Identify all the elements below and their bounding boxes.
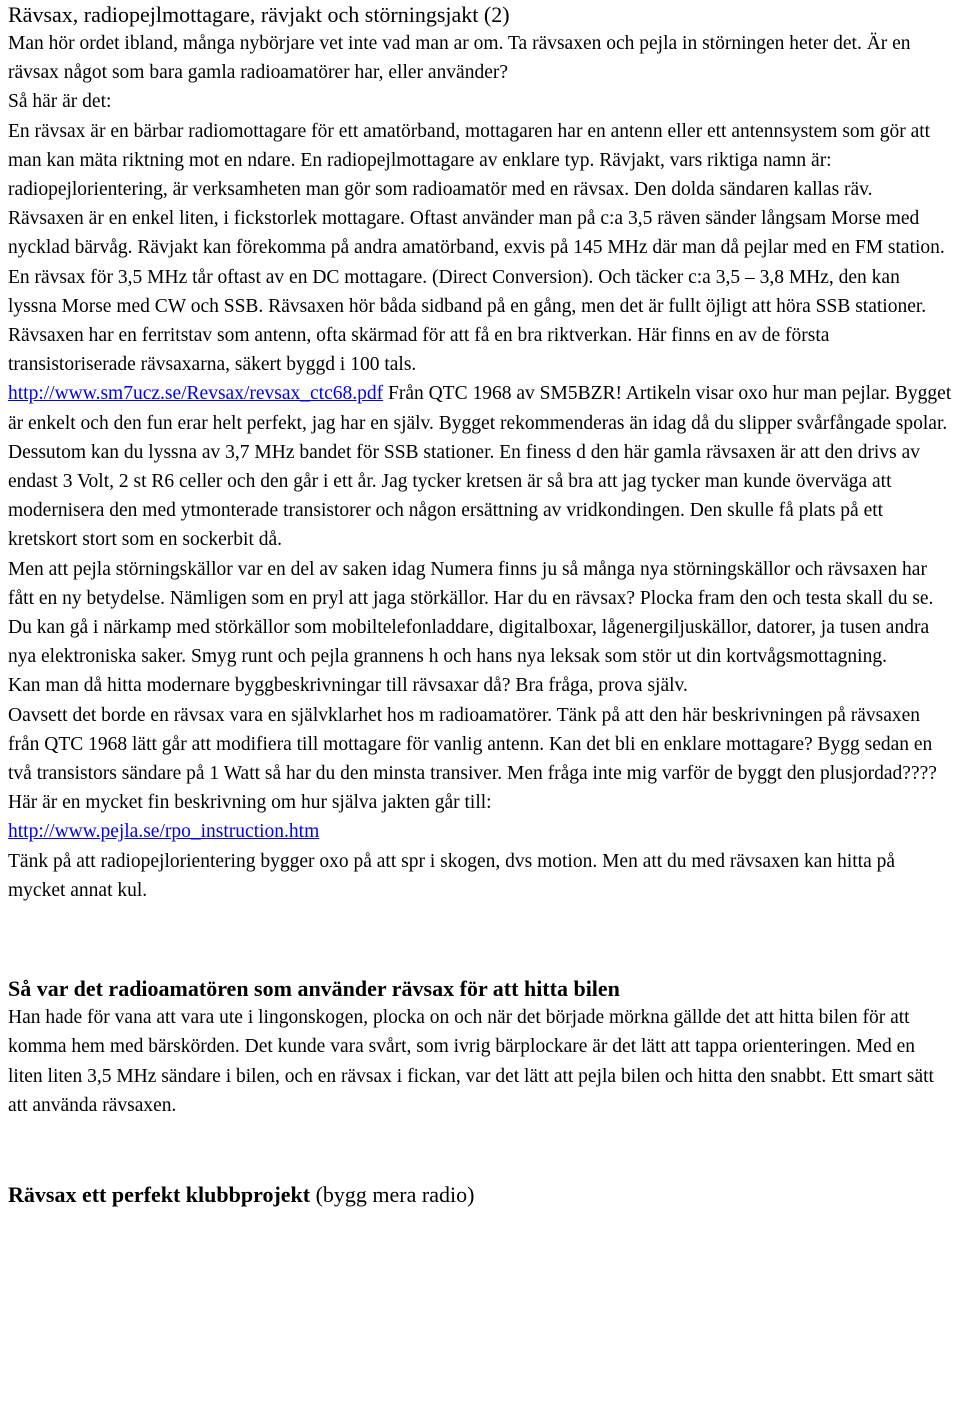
intro-paragraph: Man hör ordet ibland, många nybörjare vet inte vad man ar om. Ta rävsaxen och pejla in störningen heter det. Är en rävsax något som bara gamla radioamatörer har, eller använder? — [8, 33, 911, 84]
car-section — [8, 974, 952, 1120]
link-paragraph — [8, 817, 952, 846]
description-text: En rävsax är en bärbar radiomottagare för ett amatörband, mottagaren har en antenn eller ett antennsystem som gör att man kan mäta riktning mot en ndare. En radiopejlmottagare av enklare typ. Rävjakt, vars riktiga namn är: radiopejlorientering, är verksamheten man gör som radioamatör med en rävsax. Den dolda sändaren kallas räv. Rävsaxen är en enkel liten, i fickstorlek mottagare. Oftast använder man på c:a 3,5 räven sänder långsam Morse med nycklad bärvåg. Rävjakt kan förekomma på andra amatörband, exvis på 145 MHz där man då pejlar med en FM station. En rävsax för 3,5 MHz tår oftast av en DC mottagare. (Direct Conversion). Och täcker c:a 3,5 – 3,8 MHz, den kan lyssna Morse med CW och SSB. Rävsaxen hör båda sidband på en gång, men det är fullt öjligt att höra SSB stationer. Rävsaxen har en ferritstav som antenn, ofta skärmad för att få en bra riktverkan. Här finns en av de första transistoriserade rävsaxarna, säkert byggd i 100 tals. — [8, 120, 945, 376]
revsax-pdf-link[interactable]: http://www.sm7ucz.se/Revsax/revsax_ctc68.pdf — [8, 383, 384, 405]
interference-paragraph: Men att pejla störningskällor var en del av saken idag Numera finns ju så många nya störningskällor och rävsaxen har fått en ny betydelse. Nämligen som en pryl att jaga störkällor. Har du en rävsax? Plocka fram den och testa skall du se. Du kan gå i närkamp med störkällor som mobiltelefonladdare, digitalboxar, lågenergiljuskällor, datorer, ja tusen andra nya elektroniska saker. Smyg runt och pejla grannens h och hans nya leksak som stör ut din kortvågsmottagning. — [8, 558, 934, 668]
intro-lead: Så här är det: — [8, 91, 112, 113]
car-section-body — [8, 1003, 952, 1120]
description-paragraph — [8, 117, 952, 555]
article-title: Rävsax, radiopejlmottagare, rävjakt och störningsjakt (2) — [8, 2, 510, 27]
closing-paragraph: Tänk på att radiopejlorientering bygger oxo på att spr i skogen, dvs motion. Men att du med rävsaxen kan hitta på mycket annat kul. — [8, 850, 896, 901]
description-text-continued: Från QTC 1968 av SM5BZR! Artikeln visar oxo hur man pejlar. Bygget är enkelt och den fun erar helt perfekt, jag har en själv. Bygget rekommenderas än idag då du slipper svårfångade spolar. Dessutom kan du lyssna av 3,7 MHz bandet för SSB stationer. En finess d den här gamla rävsaxen är att den drivs av endast 3 Volt, 2 st R6 celler och den går i ett år. Jag tycker kretsen är så bra att jag tycker man kunde överväga att modernisera den med ytmonterade transistorer och någon ersättning av vridkondingen. Den skulle få plats på ett kretskort stort som en sockerbit då. — [8, 383, 952, 551]
car-section-text: Han hade för vana att vara ute i lingonskogen, plocka on och när det började mörkna gällde det att hitta bilen för att komma hem med bärskörden. Det kunde vara svårt, som ivrig bärplockare är det lätt att tappa orienteringen. Med en liten liten 3,5 MHz sändare i bilen, och en rävsax i fickan, var det lätt att pejla bilen och hitta den snabbt. Ett smart sätt att använda rävsaxen. — [8, 1007, 934, 1116]
modification-paragraph: Oavsett det borde en rävsax vara en självklarhet hos m radioamatörer. Tänk på att den här beskrivningen på rävsaxen från QTC 1968 lätt går att modifiera till mottagare för vanlig antenn. Kan det bli en enklare mottagare? Bygg sedan en två transistors sändare på 1 Watt så har du den minsta transiver. Men fråga inte mig varför de byggt den plusjordad???? — [8, 704, 937, 785]
club-project-heading-rest: (bygg mera radio) — [310, 1181, 475, 1207]
article-body — [8, 29, 952, 905]
car-section-heading: Så var det radioamatören som använder rävsax för att hitta bilen — [8, 976, 620, 1002]
pejla-instruction-link[interactable]: http://www.pejla.se/rpo_instruction.htm — [8, 821, 320, 843]
club-project-heading-bold: Rävsax ett perfekt klubbprojekt — [8, 1181, 311, 1207]
question-paragraph: Kan man då hitta modernare byggbeskrivningar till rävsaxar då? Bra fråga, prova själv. — [8, 675, 688, 697]
club-project-section — [8, 1180, 952, 1209]
hunt-description-lead: Här är en mycket fin beskrivning om hur själva jakten går till: — [8, 792, 492, 814]
club-project-heading — [8, 1180, 952, 1209]
